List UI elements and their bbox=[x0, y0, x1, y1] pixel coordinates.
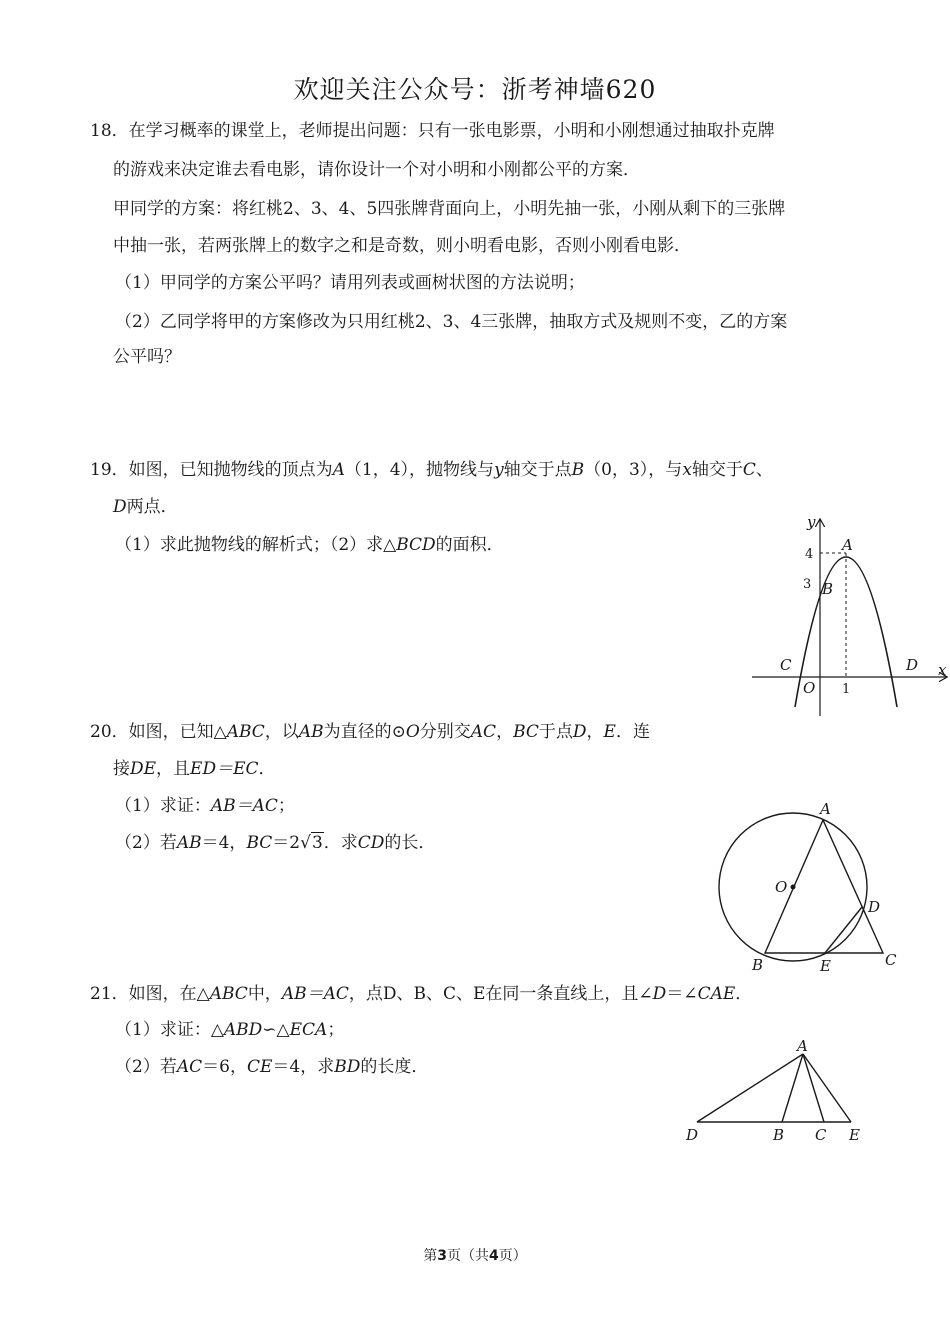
q21-part-2: （2）若AC＝6，CE＝4，求BD的长度． bbox=[115, 1057, 429, 1077]
q19-tick-3: 3 bbox=[803, 577, 812, 592]
q20-label-E: E bbox=[820, 957, 831, 975]
q21-segment-AD bbox=[697, 1054, 803, 1122]
q20-line-2: 接DE，且ED＝EC． bbox=[113, 759, 276, 779]
q18-part-1: （1）甲同学的方案公平吗？请用列表或画树状图的方法说明； bbox=[115, 273, 585, 293]
q21-label-B: B bbox=[773, 1126, 785, 1144]
q19-label-C: C bbox=[780, 656, 792, 674]
q20-sqrt: √3 bbox=[300, 833, 323, 853]
q20-line-1: 20．如图，已知△ABC，以AB为直径的⊙O分别交AC，BC于点D，E．连 bbox=[90, 722, 650, 742]
q19-line-1: 19．如图，已知抛物线的顶点为A（1，4），抛物线与y轴交于点B（0，3），与x轴交于C、 bbox=[90, 460, 773, 480]
q21-label-D: D bbox=[686, 1126, 699, 1144]
q20-part-1: （1）求证：AB＝AC； bbox=[115, 796, 295, 816]
q20-label-O: O bbox=[775, 878, 788, 896]
q21-segment-AB bbox=[782, 1054, 803, 1122]
q19-number: 19． bbox=[90, 460, 129, 480]
q21-label-E: E bbox=[849, 1126, 860, 1144]
q21-label-A: A bbox=[797, 1037, 808, 1055]
q18-line-1: 18．在学习概率的课堂上，老师提出问题：只有一张电影票，小明和小刚想通过抽取扑克牌 bbox=[90, 121, 775, 141]
q20-segment-DE bbox=[825, 907, 862, 953]
footer-page-number: 3 bbox=[437, 1248, 447, 1264]
q19-label-origin: O bbox=[803, 679, 816, 697]
q19-tick-1: 1 bbox=[842, 682, 851, 697]
q21-segment-AC bbox=[803, 1054, 824, 1122]
q20-label-D: D bbox=[868, 898, 881, 916]
q20-number: 20． bbox=[90, 722, 129, 742]
q19-label-y: y bbox=[807, 513, 816, 531]
q19-parabola-figure bbox=[745, 510, 950, 720]
q20-center-dot bbox=[791, 885, 796, 890]
q19-label-A: A bbox=[842, 536, 853, 554]
q21-line-1: 21．如图，在△ABC中，AB＝AC，点D、B、C、E在同一条直线上，且∠D＝∠CAE． bbox=[90, 984, 753, 1004]
q21-part-1: （1）求证：△ABD∽△ECA； bbox=[115, 1020, 345, 1040]
q21-label-C: C bbox=[815, 1126, 827, 1144]
footer-total-pages: 4 bbox=[489, 1248, 499, 1264]
q19-label-x: x bbox=[938, 661, 947, 679]
q19-label-D: D bbox=[906, 656, 919, 674]
q19-tick-4: 4 bbox=[805, 547, 814, 562]
page-footer: 第3页（共4页） bbox=[423, 1248, 527, 1264]
q18-part-2-cont: 公平吗？ bbox=[113, 347, 181, 367]
q20-part-2: （2）若AB＝4，BC＝2√3．求CD的长． bbox=[115, 833, 436, 853]
q19-line-2: D两点． bbox=[113, 497, 178, 517]
q21-triangle-figure bbox=[680, 1035, 870, 1150]
q19-parts: （1）求此抛物线的解析式；（2）求△BCD的面积． bbox=[115, 535, 504, 555]
q18-line-4: 中抽一张，若两张牌上的数字之和是奇数，则小明看电影，否则小刚看电影． bbox=[113, 236, 691, 256]
q20-label-C: C bbox=[885, 951, 897, 969]
q18-line-2: 的游戏来决定谁去看电影，请你设计一个对小明和小刚都公平的方案． bbox=[113, 160, 640, 180]
q20-circle-figure bbox=[705, 795, 915, 980]
q20-label-B: B bbox=[752, 956, 764, 974]
q18-line-3: 甲同学的方案：将红桃2、3、4、5四张牌背面向上，小明先抽一张，小刚从剩下的三张牌 bbox=[113, 199, 786, 219]
q20-label-A: A bbox=[820, 800, 831, 818]
q19-label-B: B bbox=[822, 580, 834, 598]
q21-segment-AE bbox=[803, 1054, 851, 1122]
q18-number: 18． bbox=[90, 121, 129, 141]
page-header-title: 欢迎关注公众号：浙考神墙620 bbox=[293, 75, 657, 104]
q18-part-2: （2）乙同学将甲的方案修改为只用红桃2、3、4三张牌，抽取方式及规则不变，乙的方案 bbox=[115, 312, 788, 332]
q21-number: 21． bbox=[90, 984, 129, 1004]
